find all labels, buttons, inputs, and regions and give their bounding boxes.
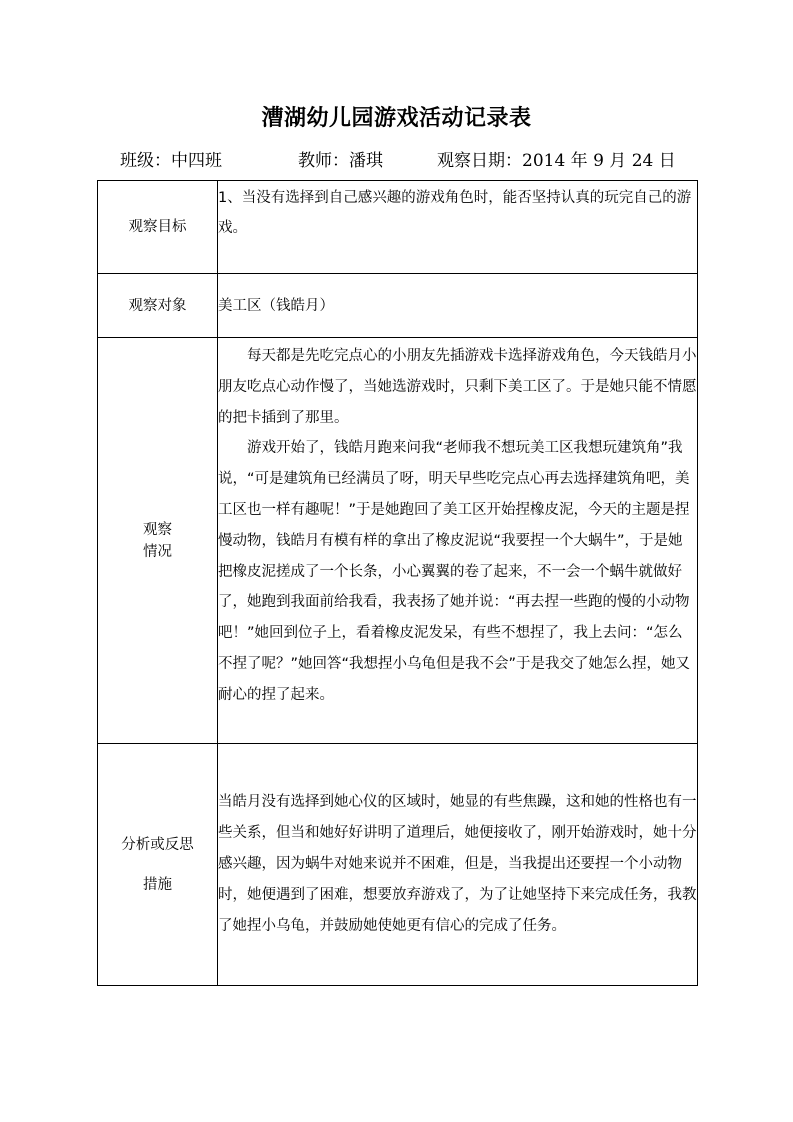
object-content: 美工区（钱皓月） xyxy=(218,274,698,338)
analysis-content: 当皓月没有选择到她心仪的区域时，她显的有些焦躁，这和她的性格也有一些关系，但当和她好好讲明了道理后，她便接收了，刚开始游戏时，她十分感兴趣，因为蜗牛对她来说并不困难，但是，当我提出还要捏一个小动物时，她便遇到了困难，想要放弃游戏了，为了让她坚持下来完成任务，我教了她捏小乌龟，并鼓励她使她更有信心的完成了任务。 xyxy=(218,744,698,986)
row-observation-details xyxy=(98,338,698,744)
teacher-info: 教师：潘琪 xyxy=(298,151,383,171)
object-label: 观察对象 xyxy=(98,274,218,338)
observation-content xyxy=(218,338,698,744)
goal-label: 观察目标 xyxy=(98,181,218,274)
analysis-label xyxy=(98,744,218,986)
observation-paragraph-2: 游戏开始了，钱皓月跑来问我“老师我不想玩美工区我想玩建筑角”我说，“可是建筑角已经满员了呀，明天早些吃完点心再去选择建筑角吧，美工区也一样有趣呢！”于是她跑回了美工区开始捏橡皮泥，今天的主题是捏慢动物，钱皓月有模有样的拿出了橡皮泥说“我要捏一个大蜗牛”，于是她把橡皮泥搓成了一个长条，小心翼翼的卷了起来，不一会一个蜗牛就做好了，她跑到我面前给我看，我表扬了她并说：“再去捏一些跑的慢的小动物吧！”她回到位子上，看着橡皮泥发呆，有些不想捏了，我上去问：“怎么不捏了呢？”她回答“我想捏小乌龟但是我不会”于是我交了她怎么捏，她又耐心的捏了起来。 xyxy=(218,440,691,703)
record-table xyxy=(97,180,698,986)
observation-label-line2: 情况 xyxy=(143,543,172,560)
document-title: 漕湖幼儿园游戏活动记录表 xyxy=(261,105,532,131)
row-observation-goal xyxy=(98,181,698,274)
row-analysis xyxy=(98,744,698,986)
observation-label-line1: 观察 xyxy=(143,521,172,538)
goal-content: 1、当没有选择到自己感兴趣的游戏角色时，能否坚持认真的玩完自己的游戏。 xyxy=(218,181,698,274)
observation-label xyxy=(98,338,218,744)
analysis-label-line2: 措施 xyxy=(143,876,172,893)
analysis-label-line1: 分析或反思 xyxy=(121,836,194,853)
observation-paragraph-1: 每天都是先吃完点心的小朋友先插游戏卡选择游戏角色，今天钱皓月小朋友吃点心动作慢了，当她选游戏时，只剩下美工区了。于是她只能不情愿的把卡插到了那里。 xyxy=(218,348,697,426)
class-info: 班级：中四班 xyxy=(120,151,222,171)
row-observation-object xyxy=(98,274,698,338)
observation-date: 观察日期：2014 年 9 月 24 日 xyxy=(437,151,676,171)
